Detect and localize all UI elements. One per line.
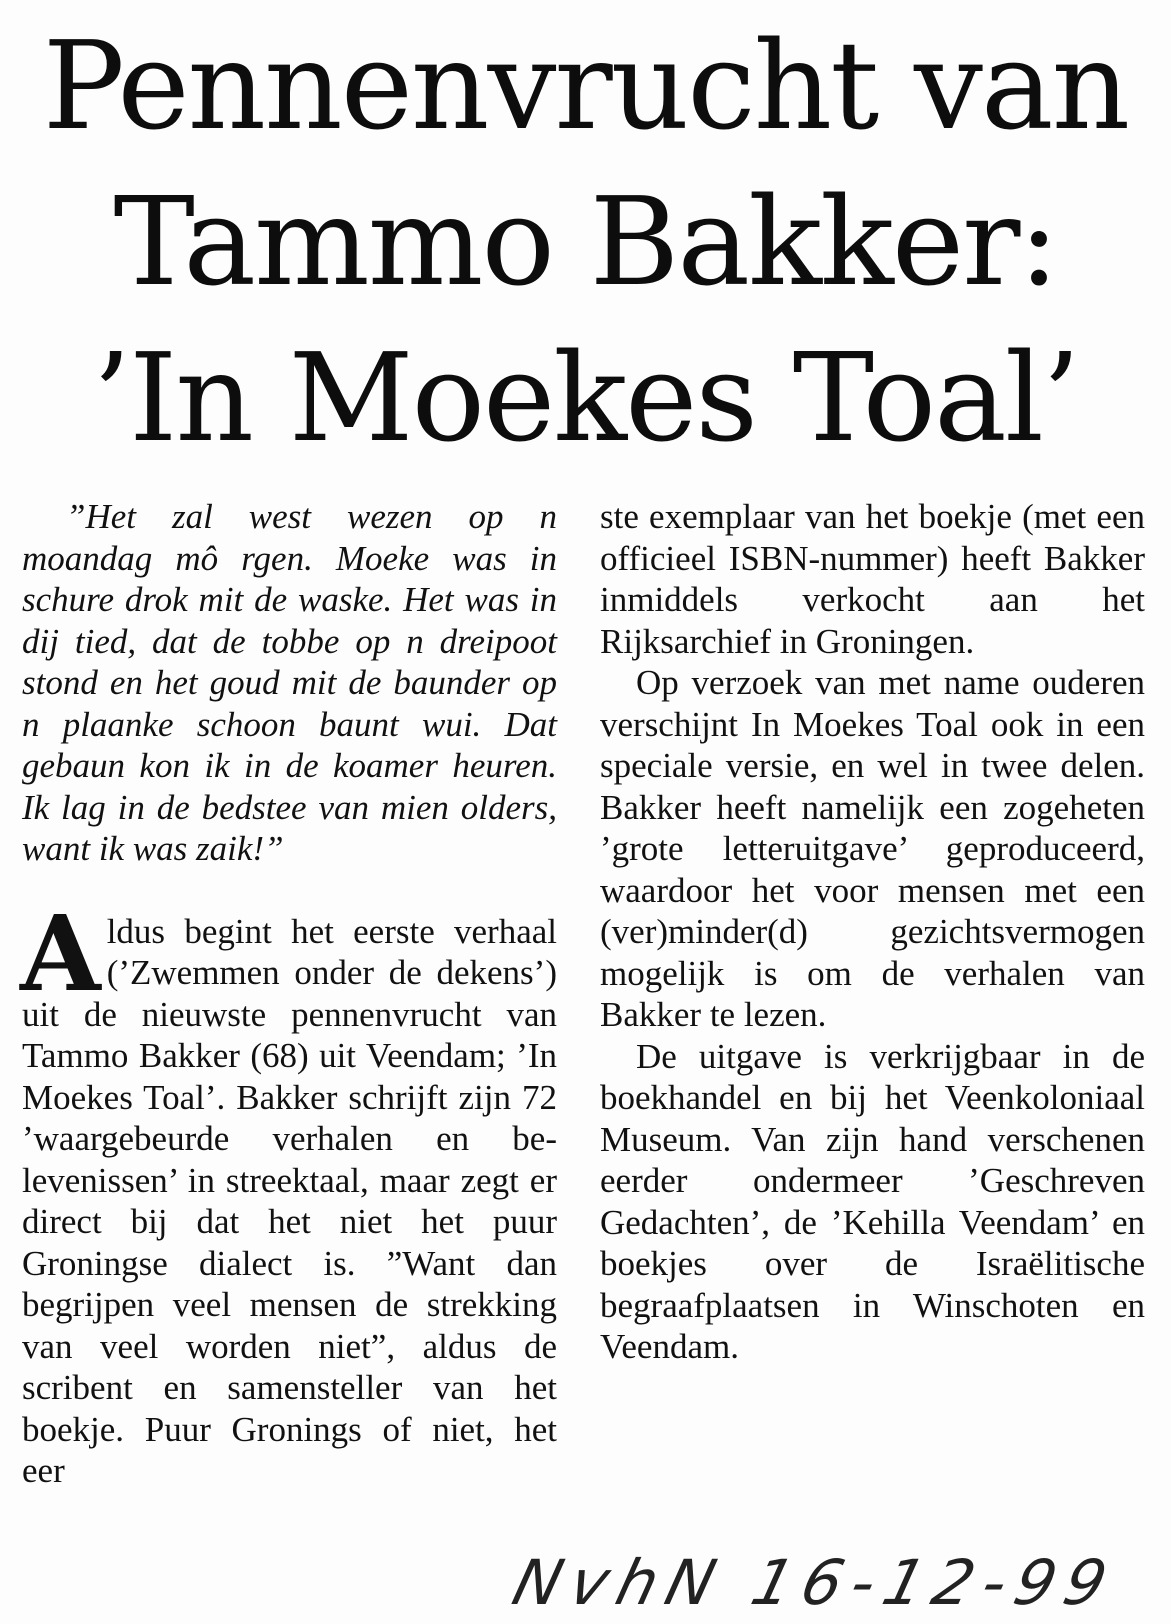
article-paragraph-1 — [20, 891, 557, 1492]
handwritten-source-date: NvhN 16-12-99 — [505, 1546, 1124, 1619]
intro-quote: ”Het zal west wezen op n moandag mô rgen. Moeke was in schure drok mit de waske. Het was in dij tied, dat de tobbe op n dreipoot stond en het goud mit de baunder op n plaanke schoon baunt wui. Dat gebaun kon ik in de koamer heuren. Ik lag in de bedstee van mien olders, want ik was zaik!” — [22, 497, 557, 868]
article-paragraph-2: Op verzoek van met name ouderen verschijnt In Moekes Toal ook in een speciale versie, en wel in twee delen. Bakker heeft namelijk een zogeheten ’grote letteruitgave’ geproduceerd, waardoor het voor mensen met een (ver)minder(d) gezichtsvermogen mogelijk is om de verhalen van Bakker te lezen. — [600, 663, 1145, 1034]
headline-line-2: Tammo Bakker: — [113, 171, 1058, 313]
drop-cap: A — [20, 891, 101, 1015]
headline-line-1: Pennenvrucht van — [42, 15, 1129, 157]
article-paragraph-3: De uitgave is verkrijgbaar in de boekhandel en bij het Veenkoloniaal Museum. Van zijn hand verschenen eerder ondermeer ’Geschreven Gedachten’, de ’Kehilla Veendam’ en boekjes over de Israëlitische begraafplaatsen in Winschoten en Veendam. — [600, 1036, 1145, 1366]
headline — [0, 8, 1171, 476]
column-left — [22, 496, 557, 1492]
article-paragraph-1-left-text: ldus begint het eerste verhaal (’Zwemmen onder de dekens’) uit de nieuwste pennenvrucht van Tammo Bakker (68) uit Veendam; ’In Moekes Toal’. Bakker schrijft zijn 72 ’waargebeurde verhalen en belevenissen’ in streektaal, maar zegt er direct bij dat het niet het puur Groningse dialect is. ”Want dan begrijpen veel mensen de strekking van veel worden niet”, aldus de scribent en samensteller van het boekje. Puur Gronings of niet, het eer — [22, 911, 557, 1490]
column-right — [600, 496, 1145, 1368]
article-paragraph-1-continued: ste exemplaar van het boekje (met een officieel ISBN-nummer) heeft Bakker inmiddels verkocht aan het Rijksarchief in Groningen. — [600, 497, 1145, 661]
headline-line-3: ’In Moekes Toal’ — [92, 327, 1079, 469]
